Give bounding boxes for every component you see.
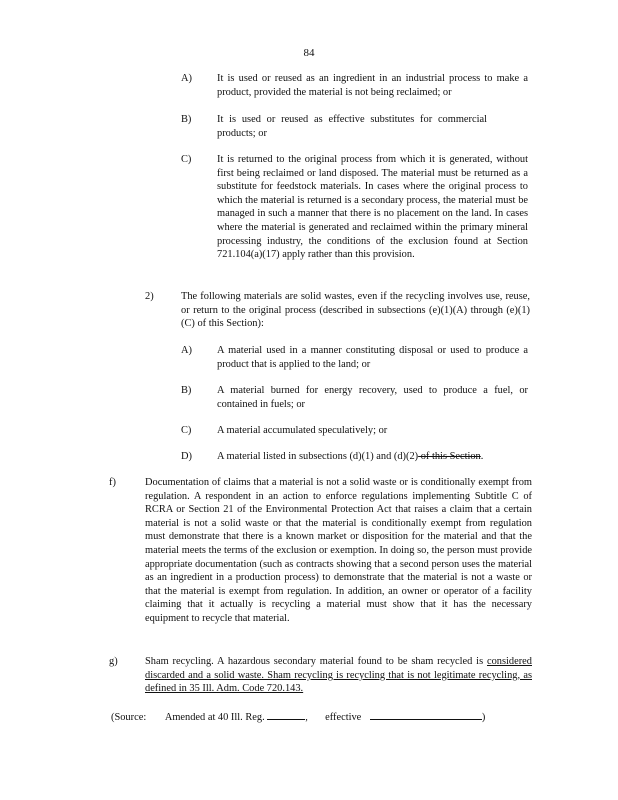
paragraph-label: 2) [145, 291, 154, 302]
register-blank [267, 709, 305, 720]
item-label: D) [181, 451, 192, 462]
paragraph-text: Documentation of claims that a material is not a solid waste or is conditionally exempt from regulation. A respondent in an action to enforce regulations implementing Subtitle C of RCRA or Section 21 of the Environmental Protection Act that raises a claim that a certain material is not a solid waste or that the material is conditionally exempt from regulation must demonstrate that there is a known market or disposition for the material and that the material meets the terms of the exclusion or exemption. In doing so, the person must provide appropriate documentation (such as contracts showing that a second person uses the material as an ingredient in a production process) to demonstrate that the material is not a waste or that the material is exempt from regulation. In addition, an owner or operator of a facility claiming that it actually is recycling a material must show that it has the necessary equipment to recycle that material. [145, 477, 532, 624]
paragraph-text: The following materials are solid wastes, even if the recycling involves use, reuse, or return to the original process (described in subsections (e)(1)(A) through (e)(1)(C) of this Section): [181, 291, 530, 330]
source-prefix: (Source: [111, 712, 147, 723]
item-label: C) [181, 154, 192, 165]
item-text: A material burned for energy recovery, used to produce a fuel, or contained in fuels; or [217, 385, 528, 410]
page-number: 84 [303, 47, 315, 59]
source-amended: Amended at 40 Ill. Reg. [164, 712, 265, 723]
paragraph-label: f) [109, 477, 116, 488]
paragraph-label: g) [109, 656, 118, 667]
item-text: It is returned to the original process from which it is generated, without first being reclaimed or land disposed. The material must be returned as a substitute for feedstock materials. In cases where the original process to which the material is returned is a secondary process, the material must be managed in such a manner that there is no placement on the land. In cases where the material is generated and reclaimed within the primary mineral processing industry, the conditions of the exclusion found at Section 721.104(a)(17) apply rather than this provision. [217, 154, 528, 261]
item-text: A material used in a manner constituting disposal or used to produce a product that is applied to the land; or [217, 345, 528, 370]
item-label: B) [181, 385, 192, 396]
item-text: It is used or reused as an ingredient in an industrial process to make a product, provided the material is not being reclaimed; or [217, 73, 528, 98]
item-label: A) [181, 73, 192, 84]
item-label: B) [181, 114, 192, 125]
item-text [217, 450, 528, 464]
paragraph-text-plain: Sham recycling. A hazardous secondary material found to be sham recycled is [145, 656, 487, 667]
item-text-main: A material listed in subsections (d)(1) and (d)(2) [217, 451, 419, 462]
struck-text: of this Section [418, 451, 481, 462]
item-label: A) [181, 345, 192, 356]
item-text: It is used or reused as effective substitutes for commercial products; or [217, 114, 487, 139]
source-comma: , [305, 712, 308, 723]
paragraph-text-underlined: considered discarded and a solid waste. Sham recycling is recycling that is not legitimate recycling, as defined in 35 Ill. Adm. Code 720.143. [145, 656, 532, 695]
item-text-end: . [480, 451, 484, 462]
source-effective: effective [325, 712, 362, 723]
item-label: C) [181, 425, 192, 436]
effective-date-blank [370, 709, 482, 720]
paragraph-text [145, 655, 532, 696]
source-close: ) [481, 712, 486, 723]
source-note [111, 709, 485, 725]
item-text: A material accumulated speculatively; or [217, 425, 388, 436]
